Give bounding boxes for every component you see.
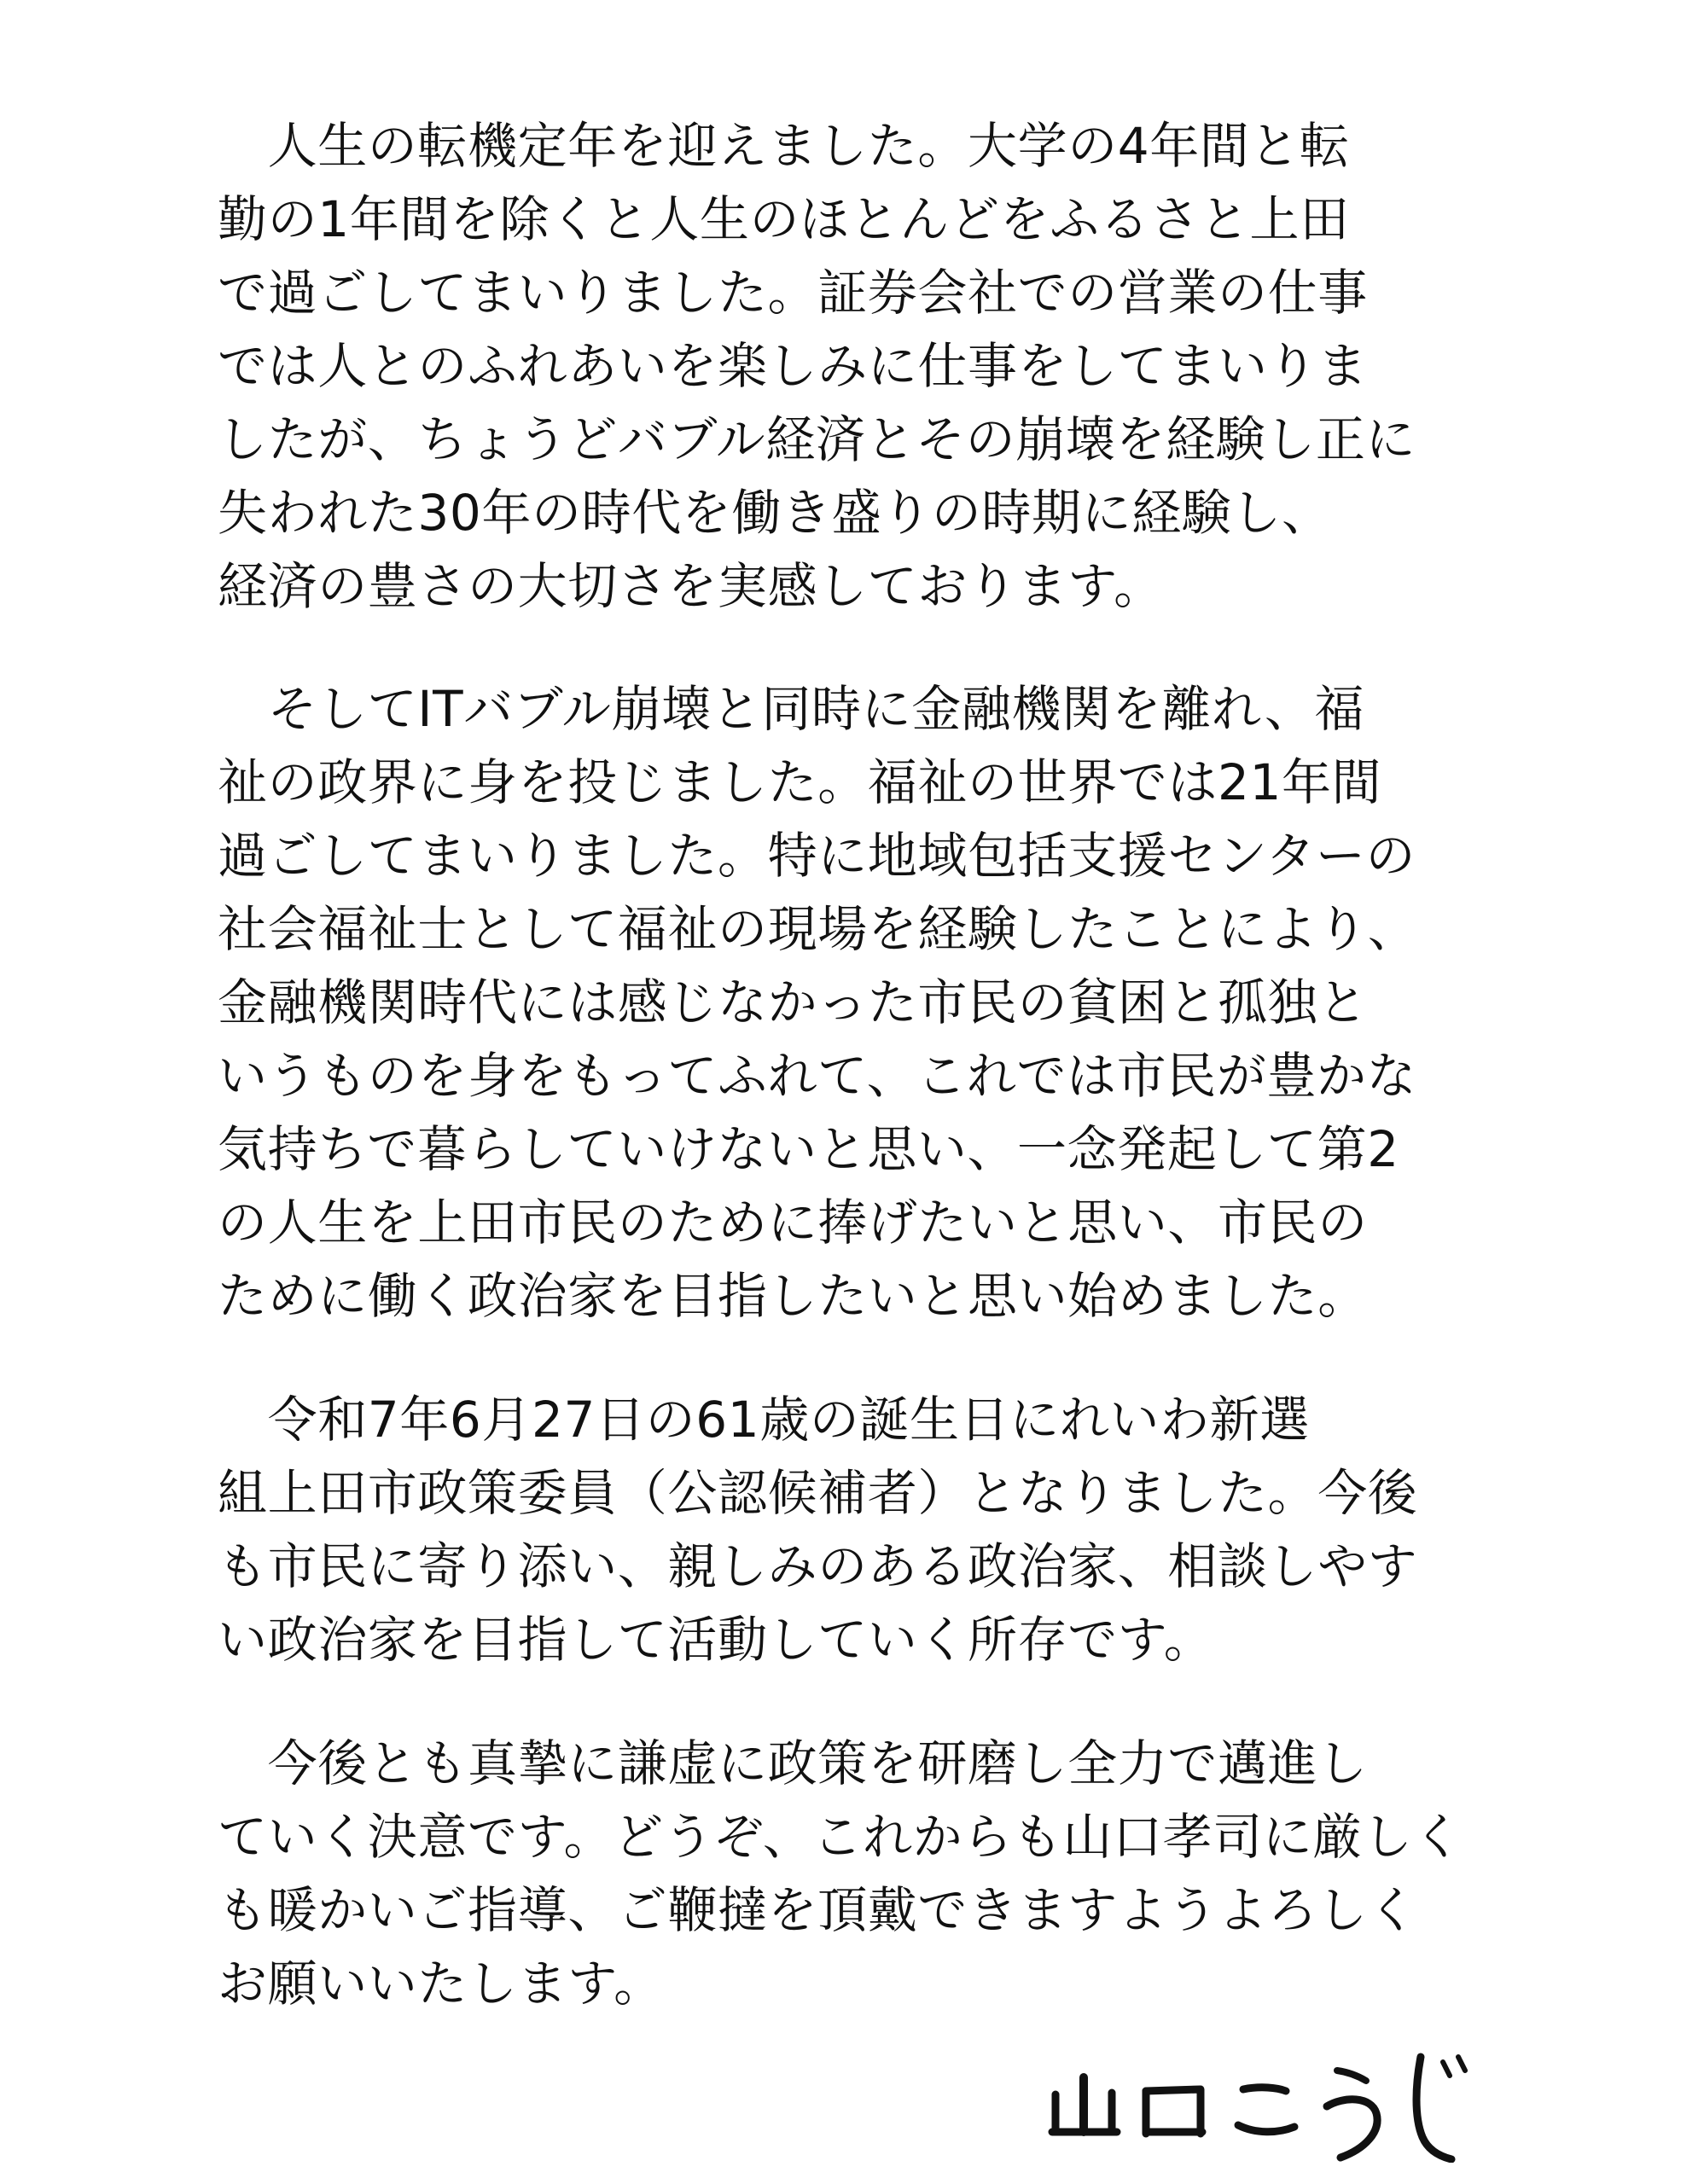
paragraph-1-line-3: で過ごしてまいりました。証券会社での営業の仕事 — [218, 264, 1368, 322]
paragraph-2-line-7: 気持ちで暮らしていけないと思い、一念発起して第2 — [218, 1120, 1399, 1178]
paragraph-1-line-2: 勤の1年間を除くと人生のほとんどをふるさと上田 — [218, 190, 1350, 248]
paragraph-2-line-6: いうものを身をもってふれて、これでは市民が豊かな — [218, 1047, 1417, 1105]
paragraph-2-line-9: ために働く政治家を目指したいと思い始めました。 — [218, 1267, 1368, 1325]
paragraph-4-line-1: 今後とも真摯に謙虚に政策を研磨し全力で邁進し — [218, 1734, 1368, 1792]
paragraph-4-line-2: ていく決意です。どうぞ、これからも山口孝司に厳しく — [218, 1808, 1463, 1866]
paragraph-1-line-6: 失われた30年の時代を働き盛りの時期に経験し、 — [218, 484, 1332, 542]
paragraph-2-line-5: 金融機関時代には感じなかった市民の貧困と孤独と — [218, 973, 1368, 1031]
paragraph-2-line-3: 過ごしてまいりました。特に地域包括支援センターの — [218, 827, 1416, 885]
paragraph-3-line-4: い政治家を目指して活動していく所存です。 — [218, 1611, 1214, 1669]
paragraph-2-line-4: 社会福祉士として福祉の現場を経験したことにより、 — [218, 900, 1418, 958]
paragraph-3-line-3: も市民に寄り添い、親しみのある政治家、相談しやす — [218, 1537, 1418, 1595]
signature — [1037, 2043, 1480, 2163]
paragraph-3-line-2: 組上田市政策委員（公認候補者）となりました。今後 — [218, 1464, 1418, 1522]
paragraph-1-line-4: では人とのふれあいを楽しみに仕事をしてまいりま — [218, 337, 1368, 395]
paragraph-1-line-5: したが、ちょうどバブル経済とその崩壊を経験し正に — [218, 410, 1416, 468]
paragraph-2-line-2: 祉の政界に身を投じました。福祉の世界では21年間 — [218, 753, 1382, 811]
paragraph-4-line-4: お願いいたします。 — [218, 1955, 664, 2013]
paragraph-1-line-7: 経済の豊さの大切さを実感しております。 — [218, 557, 1164, 615]
paragraph-3-line-1: 令和7年6月27日の61歳の誕生日にれいわ新選 — [218, 1391, 1310, 1449]
paragraph-4-line-3: も暖かいご指導、ご鞭撻を頂戴できますようよろしく — [218, 1881, 1418, 1939]
paragraph-2-line-1: そしてITバブル崩壊と同時に金融機関を離れ、福 — [218, 680, 1365, 738]
paragraph-2-line-8: の人生を上田市民のために捧げたいと思い、市民の — [218, 1194, 1368, 1252]
paragraph-1-line-1: 人生の転機定年を迎えました。大学の4年間と転 — [218, 117, 1350, 175]
